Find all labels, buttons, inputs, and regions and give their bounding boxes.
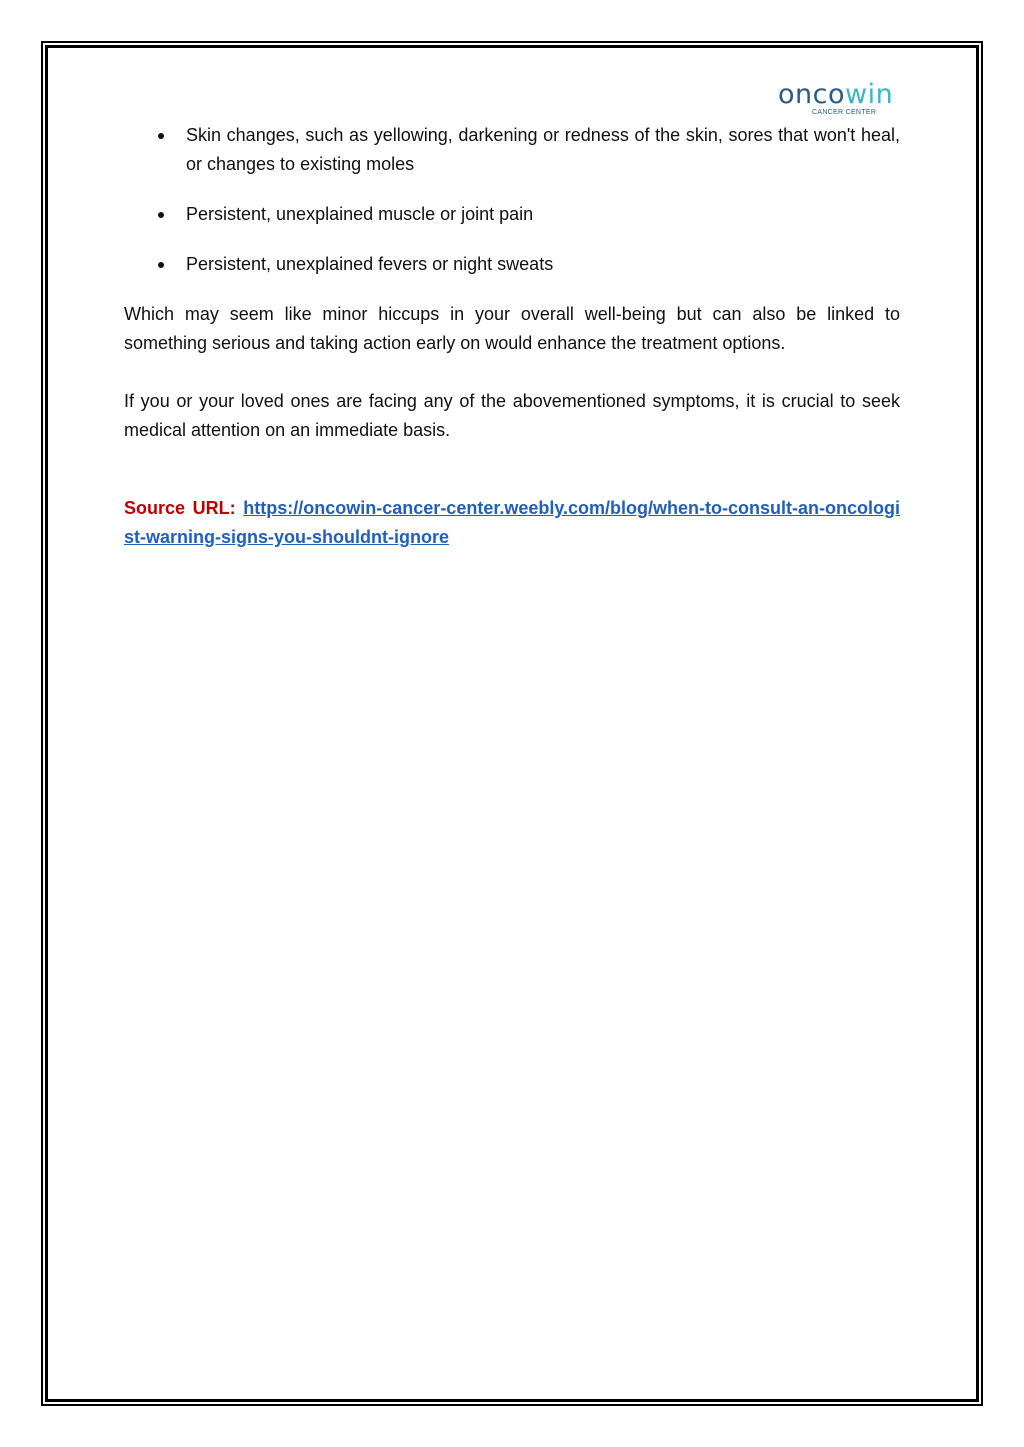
list-item	[124, 250, 900, 279]
list-item	[124, 121, 900, 179]
logo-word-part2: win	[845, 79, 894, 110]
source-line	[124, 494, 900, 552]
logo-subtitle: CANCER CENTER	[812, 109, 877, 116]
paragraph-minor-hiccups: Which may seem like minor hiccups in your overall well-being but can also be linked to something serious and taking action early on would enhance the treatment options.	[124, 304, 900, 353]
symptom-list	[124, 121, 900, 279]
bullet-icon	[158, 133, 164, 139]
document-body	[124, 121, 900, 552]
source-label: Source URL:	[124, 498, 236, 518]
oncowin-logo	[778, 80, 904, 120]
logo-word-part1: onco	[778, 79, 845, 110]
list-item-text: Persistent, unexplained muscle or joint pain	[186, 204, 534, 224]
source-url-link[interactable]: https://oncowin-cancer-center.weebly.com/blog/when-to-consult-an-oncologist-warning-signs-you-shouldnt-ignore	[124, 498, 900, 547]
paragraph-seek-attention: If you or your loved ones are facing any of the abovementioned symptoms, it is crucial to seek medical attention on an immediate basis.	[124, 391, 900, 440]
logo-wordmark	[778, 80, 893, 110]
list-item-text: Skin changes, such as yellowing, darkening or redness of the skin, sores that won't heal, or changes to existing moles	[186, 125, 900, 174]
bullet-icon	[158, 262, 164, 268]
bullet-icon	[158, 212, 164, 218]
list-item	[124, 200, 900, 229]
list-item-text: Persistent, unexplained fevers or night sweats	[186, 254, 554, 274]
